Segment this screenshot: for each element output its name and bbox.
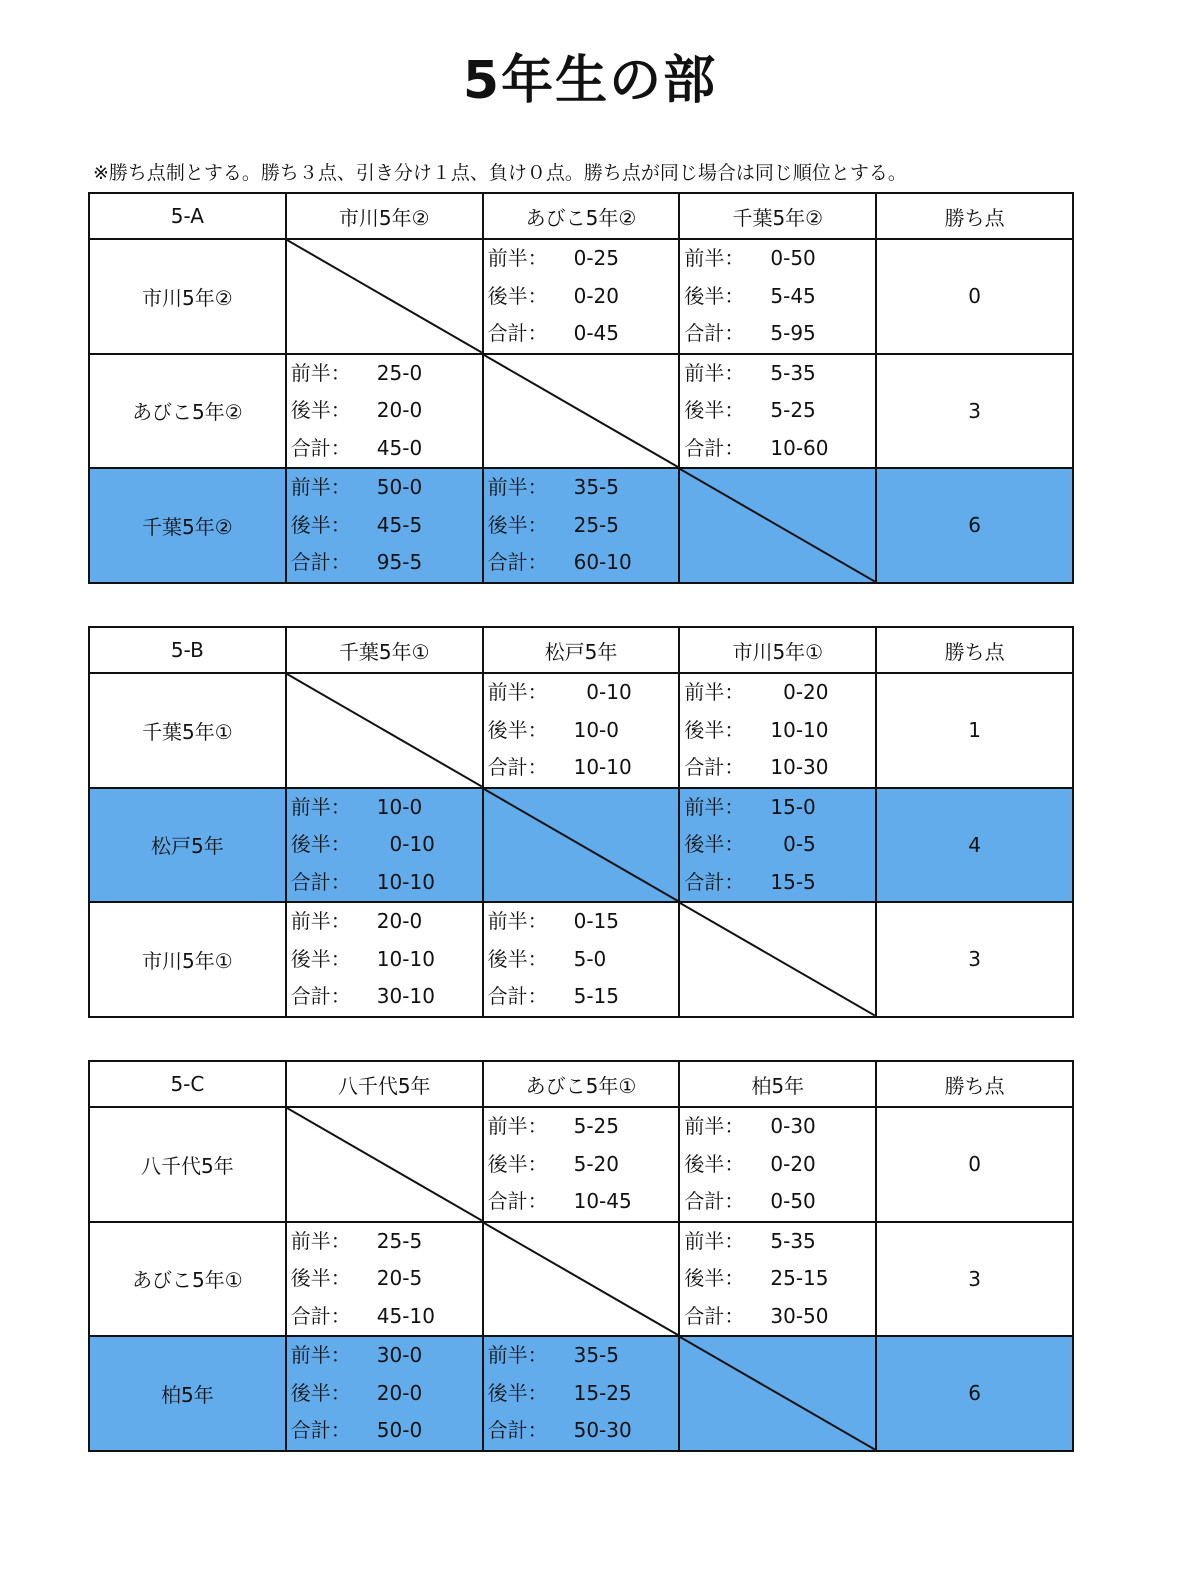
score-label: 合計： bbox=[487, 550, 548, 574]
score-value: 25-5 bbox=[376, 1228, 423, 1253]
score-value: 10-0 bbox=[376, 794, 423, 819]
score-value: 25-0 bbox=[376, 360, 423, 385]
score-line bbox=[287, 1412, 482, 1450]
score-label: 前半： bbox=[290, 794, 351, 819]
score-line bbox=[680, 1298, 875, 1336]
score-value: 10-60 bbox=[770, 435, 829, 460]
score-line bbox=[484, 544, 679, 582]
points-value: 3 bbox=[876, 902, 1073, 1017]
score-line bbox=[680, 278, 875, 316]
score-line bbox=[484, 507, 679, 545]
score-value: 50-0 bbox=[376, 1418, 423, 1442]
score-line bbox=[680, 1223, 875, 1261]
score-line bbox=[287, 941, 482, 979]
score-value: 25-15 bbox=[770, 1266, 829, 1290]
score-line bbox=[680, 430, 875, 468]
team-name: 市川5年① bbox=[89, 902, 286, 1017]
score-cell bbox=[286, 1222, 483, 1337]
score-line bbox=[680, 1260, 875, 1298]
score-line bbox=[287, 392, 482, 430]
group-name: 5-B bbox=[89, 627, 286, 673]
score-label: 後半： bbox=[684, 717, 745, 742]
score-label: 前半： bbox=[487, 1343, 548, 1367]
group-table bbox=[88, 192, 1074, 584]
header-row bbox=[89, 627, 1073, 673]
rules-note: ※勝ち点制とする。勝ち３点、引き分け１点、負け０点。勝ち点が同じ場合は同じ順位とする。 bbox=[93, 162, 907, 184]
score-value: 0-25 bbox=[573, 246, 619, 270]
score-line bbox=[484, 1337, 679, 1375]
diagonal-cell bbox=[483, 354, 680, 469]
score-value: 50-0 bbox=[376, 475, 423, 499]
diagonal-line bbox=[680, 1337, 875, 1450]
column-header: あびこ5年② bbox=[483, 193, 680, 239]
column-header: 市川5年① bbox=[679, 627, 876, 673]
score-line bbox=[680, 392, 875, 430]
score-label: 後半： bbox=[290, 1266, 351, 1290]
score-value: 0-50 bbox=[770, 246, 816, 270]
score-value: 60-10 bbox=[573, 550, 632, 574]
score-label: 合計： bbox=[487, 1418, 548, 1442]
score-label: 後半： bbox=[290, 1380, 351, 1405]
table-row bbox=[89, 673, 1073, 788]
score-line bbox=[484, 1108, 679, 1146]
score-value: 45-5 bbox=[376, 512, 423, 537]
score-line bbox=[680, 240, 875, 278]
score-line bbox=[484, 469, 679, 507]
score-line bbox=[287, 1260, 482, 1298]
score-label: 後半： bbox=[684, 1151, 745, 1176]
column-header: 市川5年② bbox=[286, 193, 483, 239]
score-line bbox=[680, 1183, 875, 1221]
score-line bbox=[484, 941, 679, 979]
score-value: 50-30 bbox=[573, 1418, 632, 1442]
diagonal-line bbox=[680, 903, 875, 1016]
score-line bbox=[680, 355, 875, 393]
team-name: 千葉5年② bbox=[89, 468, 286, 583]
score-value: 5-35 bbox=[770, 1228, 816, 1253]
header-row bbox=[89, 1061, 1073, 1107]
table-row bbox=[89, 1336, 1073, 1451]
score-cell bbox=[483, 468, 680, 583]
table-row bbox=[89, 1222, 1073, 1337]
score-label: 後半： bbox=[290, 512, 351, 537]
points-header: 勝ち点 bbox=[876, 193, 1073, 239]
score-cell bbox=[286, 902, 483, 1017]
score-value: 5-25 bbox=[573, 1114, 619, 1138]
table-row bbox=[89, 1107, 1073, 1222]
score-value: 0-20 bbox=[770, 680, 829, 704]
score-cell bbox=[483, 1336, 680, 1451]
score-value: 10-45 bbox=[573, 1189, 632, 1213]
score-value: 5-20 bbox=[573, 1151, 619, 1176]
column-header: 柏5年 bbox=[679, 1061, 876, 1107]
score-label: 前半： bbox=[684, 1114, 745, 1138]
score-label: 後半： bbox=[290, 832, 351, 856]
score-line bbox=[287, 978, 482, 1016]
score-label: 後半： bbox=[487, 283, 548, 308]
score-label: 合計： bbox=[684, 435, 745, 460]
score-label: 後半： bbox=[290, 398, 351, 422]
score-label: 前半： bbox=[684, 794, 745, 819]
score-value: 20-0 bbox=[376, 909, 423, 933]
score-label: 合計： bbox=[684, 869, 745, 894]
score-line bbox=[680, 1146, 875, 1184]
score-value: 0-30 bbox=[770, 1114, 816, 1138]
score-value: 0-50 bbox=[770, 1189, 816, 1213]
score-line bbox=[287, 903, 482, 941]
score-label: 合計： bbox=[290, 1303, 351, 1328]
diagonal-cell bbox=[483, 1222, 680, 1337]
score-value: 20-0 bbox=[376, 1380, 423, 1405]
score-value: 0-20 bbox=[770, 1151, 816, 1176]
score-line bbox=[287, 1375, 482, 1413]
score-line bbox=[287, 864, 482, 902]
score-label: 合計： bbox=[684, 1303, 745, 1328]
score-value: 10-0 bbox=[573, 717, 619, 742]
score-cell bbox=[679, 1222, 876, 1337]
diagonal-cell bbox=[286, 239, 483, 354]
team-name: 松戸5年 bbox=[89, 788, 286, 903]
column-header: 松戸5年 bbox=[483, 627, 680, 673]
score-line bbox=[484, 240, 679, 278]
diagonal-line bbox=[484, 789, 679, 902]
score-label: 前半： bbox=[290, 909, 351, 933]
score-value: 15-0 bbox=[770, 794, 816, 819]
score-cell bbox=[483, 902, 680, 1017]
score-line bbox=[680, 789, 875, 827]
score-label: 合計： bbox=[684, 1189, 745, 1213]
table-row bbox=[89, 902, 1073, 1017]
score-label: 後半： bbox=[487, 1380, 548, 1405]
table-row bbox=[89, 468, 1073, 583]
score-value: 5-15 bbox=[573, 984, 619, 1008]
score-line bbox=[680, 1108, 875, 1146]
score-value: 30-10 bbox=[376, 984, 435, 1008]
score-cell bbox=[679, 1107, 876, 1222]
score-line bbox=[680, 674, 875, 712]
score-line bbox=[680, 826, 875, 864]
score-label: 合計： bbox=[684, 755, 745, 779]
score-value: 30-0 bbox=[376, 1343, 423, 1367]
score-line bbox=[680, 712, 875, 750]
score-value: 15-5 bbox=[770, 869, 816, 894]
score-label: 合計： bbox=[290, 1418, 351, 1442]
score-label: 前半： bbox=[290, 475, 351, 499]
diagonal-line bbox=[680, 469, 875, 582]
column-header: 千葉5年② bbox=[679, 193, 876, 239]
score-cell bbox=[286, 788, 483, 903]
score-label: 前半： bbox=[684, 680, 745, 704]
score-line bbox=[484, 278, 679, 316]
score-line bbox=[484, 712, 679, 750]
diagonal-line bbox=[287, 1108, 482, 1221]
score-line bbox=[287, 544, 482, 582]
score-value: 25-5 bbox=[573, 512, 619, 537]
score-label: 後半： bbox=[684, 283, 745, 308]
score-label: 前半： bbox=[290, 1343, 351, 1367]
team-name: 市川5年② bbox=[89, 239, 286, 354]
score-value: 20-0 bbox=[376, 398, 423, 422]
score-value: 35-5 bbox=[573, 475, 619, 499]
column-header: あびこ5年① bbox=[483, 1061, 680, 1107]
score-value: 15-25 bbox=[573, 1380, 632, 1405]
column-header: 千葉5年① bbox=[286, 627, 483, 673]
score-value: 45-0 bbox=[376, 435, 423, 460]
score-value: 10-10 bbox=[770, 717, 829, 742]
points-value: 4 bbox=[876, 788, 1073, 903]
score-line bbox=[287, 430, 482, 468]
score-label: 前半： bbox=[684, 246, 745, 270]
group-name: 5-C bbox=[89, 1061, 286, 1107]
score-value: 0-45 bbox=[573, 321, 619, 345]
score-label: 合計： bbox=[290, 550, 351, 574]
score-value: 5-25 bbox=[770, 398, 816, 422]
score-line bbox=[484, 674, 679, 712]
table-row bbox=[89, 239, 1073, 354]
score-value: 10-10 bbox=[573, 755, 632, 779]
score-value: 10-10 bbox=[376, 946, 435, 971]
group-table bbox=[88, 626, 1074, 1018]
score-value: 5-95 bbox=[770, 321, 816, 345]
score-cell bbox=[483, 673, 680, 788]
diagonal-line bbox=[287, 674, 482, 787]
points-value: 0 bbox=[876, 239, 1073, 354]
score-cell bbox=[286, 468, 483, 583]
score-line bbox=[287, 1337, 482, 1375]
score-label: 合計： bbox=[487, 321, 548, 345]
score-label: 前半： bbox=[487, 475, 548, 499]
diagonal-line bbox=[287, 240, 482, 353]
diagonal-cell bbox=[679, 468, 876, 583]
diagonal-line bbox=[484, 1223, 679, 1336]
team-name: あびこ5年② bbox=[89, 354, 286, 469]
diagonal-cell bbox=[679, 1336, 876, 1451]
score-label: 前半： bbox=[684, 1228, 745, 1253]
score-cell bbox=[679, 788, 876, 903]
score-label: 後半： bbox=[290, 946, 351, 971]
score-value: 5-35 bbox=[770, 360, 816, 385]
score-value: 20-5 bbox=[376, 1266, 423, 1290]
points-value: 0 bbox=[876, 1107, 1073, 1222]
score-line bbox=[287, 826, 482, 864]
score-line bbox=[484, 1146, 679, 1184]
table-row bbox=[89, 788, 1073, 903]
score-line bbox=[287, 507, 482, 545]
score-label: 前半： bbox=[290, 1228, 351, 1253]
score-value: 0-20 bbox=[573, 283, 619, 308]
score-label: 後半： bbox=[487, 717, 548, 742]
table-row bbox=[89, 354, 1073, 469]
score-label: 前半： bbox=[684, 360, 745, 385]
score-label: 前半： bbox=[487, 1114, 548, 1138]
score-label: 合計： bbox=[487, 984, 548, 1008]
score-line bbox=[484, 749, 679, 787]
team-name: 八千代5年 bbox=[89, 1107, 286, 1222]
score-cell bbox=[286, 354, 483, 469]
column-header: 八千代5年 bbox=[286, 1061, 483, 1107]
group-name: 5-A bbox=[89, 193, 286, 239]
score-label: 合計： bbox=[290, 984, 351, 1008]
score-label: 後半： bbox=[684, 1266, 745, 1290]
score-line bbox=[484, 1412, 679, 1450]
score-value: 0-10 bbox=[573, 680, 632, 704]
score-line bbox=[287, 1223, 482, 1261]
score-cell bbox=[286, 1336, 483, 1451]
score-line bbox=[680, 315, 875, 353]
score-value: 0-10 bbox=[376, 832, 435, 856]
score-line bbox=[287, 355, 482, 393]
score-line bbox=[287, 469, 482, 507]
score-value: 5-0 bbox=[573, 946, 607, 971]
score-value: 10-30 bbox=[770, 755, 829, 779]
team-name: あびこ5年① bbox=[89, 1222, 286, 1337]
points-value: 6 bbox=[876, 468, 1073, 583]
score-cell bbox=[483, 1107, 680, 1222]
score-value: 35-5 bbox=[573, 1343, 619, 1367]
score-value: 0-15 bbox=[573, 909, 619, 933]
team-name: 柏5年 bbox=[89, 1336, 286, 1451]
score-line bbox=[287, 789, 482, 827]
page-title: 5年生の部 bbox=[462, 51, 718, 111]
score-cell bbox=[483, 239, 680, 354]
score-label: 後半： bbox=[684, 832, 745, 856]
score-label: 後半： bbox=[487, 1151, 548, 1176]
score-line bbox=[484, 978, 679, 1016]
points-value: 1 bbox=[876, 673, 1073, 788]
score-label: 前半： bbox=[487, 680, 548, 704]
score-line bbox=[484, 1183, 679, 1221]
score-label: 合計： bbox=[487, 1189, 548, 1213]
score-line bbox=[484, 903, 679, 941]
score-value: 5-45 bbox=[770, 283, 816, 308]
score-line bbox=[484, 315, 679, 353]
diagonal-cell bbox=[679, 902, 876, 1017]
score-label: 合計： bbox=[487, 755, 548, 779]
score-label: 後半： bbox=[487, 512, 548, 537]
score-cell bbox=[679, 673, 876, 788]
score-value: 10-10 bbox=[376, 869, 435, 894]
score-value: 95-5 bbox=[376, 550, 423, 574]
score-label: 後半： bbox=[487, 946, 548, 971]
header-row bbox=[89, 193, 1073, 239]
points-value: 3 bbox=[876, 1222, 1073, 1337]
score-cell bbox=[679, 354, 876, 469]
score-label: 合計： bbox=[290, 869, 351, 894]
score-line bbox=[680, 864, 875, 902]
diagonal-cell bbox=[286, 1107, 483, 1222]
score-label: 合計： bbox=[684, 321, 745, 345]
group-table bbox=[88, 1060, 1074, 1452]
score-label: 前半： bbox=[290, 360, 351, 385]
points-header: 勝ち点 bbox=[876, 627, 1073, 673]
score-line bbox=[680, 749, 875, 787]
score-value: 45-10 bbox=[376, 1303, 435, 1328]
score-label: 前半： bbox=[487, 246, 548, 270]
team-name: 千葉5年① bbox=[89, 673, 286, 788]
score-label: 後半： bbox=[684, 398, 745, 422]
score-value: 0-5 bbox=[770, 832, 816, 856]
score-cell bbox=[679, 239, 876, 354]
score-line bbox=[287, 1298, 482, 1336]
points-value: 6 bbox=[876, 1336, 1073, 1451]
score-label: 合計： bbox=[290, 435, 351, 460]
score-line bbox=[484, 1375, 679, 1413]
diagonal-line bbox=[484, 355, 679, 468]
points-header: 勝ち点 bbox=[876, 1061, 1073, 1107]
diagonal-cell bbox=[286, 673, 483, 788]
points-value: 3 bbox=[876, 354, 1073, 469]
score-value: 30-50 bbox=[770, 1303, 829, 1328]
diagonal-cell bbox=[483, 788, 680, 903]
score-label: 前半： bbox=[487, 909, 548, 933]
